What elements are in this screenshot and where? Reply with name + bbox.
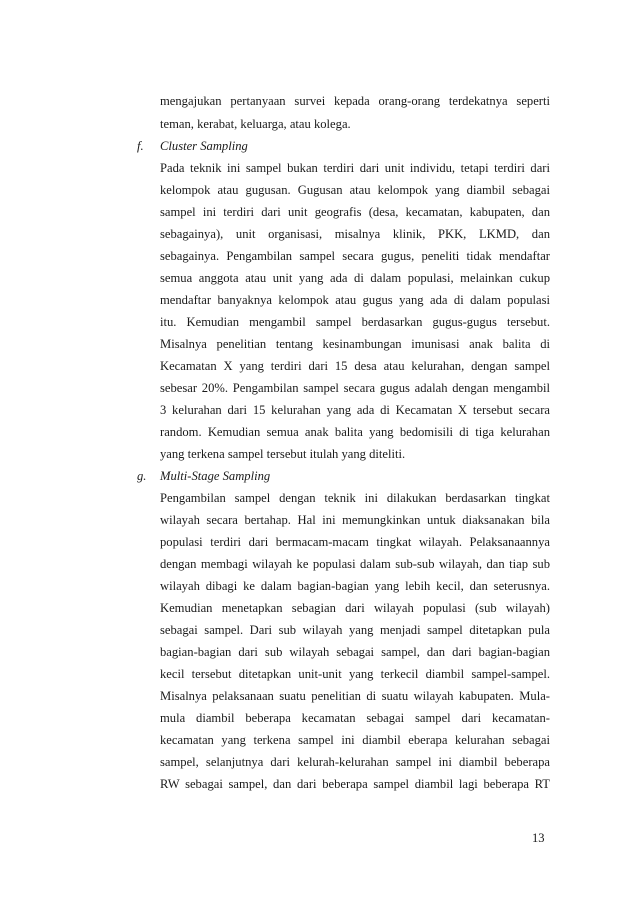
paragraph-line: kecil tersebut ditetapkan unit-unit yang terkecil diambil sampel-sampel. — [160, 667, 550, 681]
paragraph-line: dengan membagi wilayah ke populasi dalam sub-sub wilayah, dan tiap sub — [160, 557, 550, 571]
paragraph-line: Misalnya penelitian tentang kesinambungan imunisasi anak balita di — [160, 337, 550, 351]
paragraph-line: populasi terdiri dari bermacam-macam tingkat wilayah. Pelaksanaannya — [160, 535, 550, 549]
page-number: 13 — [532, 831, 545, 845]
paragraph-line: Kemudian menetapkan sebagian dari wilayah populasi (sub wilayah) — [160, 601, 550, 615]
paragraph-line: yang terkena sampel tersebut itulah yang diteliti. — [160, 447, 406, 461]
intro-line: mengajukan pertanyaan survei kepada orang-orang terdekatnya seperti — [160, 94, 550, 108]
section-marker: g. — [137, 469, 147, 483]
paragraph-line: sebesar 20%. Pengambilan sampel secara gugus adalah dengan mengambil — [160, 381, 550, 395]
paragraph-line: sampel, selanjutnya dari kelurah-kelurahan sampel ini diambil beberapa — [160, 755, 550, 769]
section-heading-cluster-sampling — [137, 138, 248, 154]
section-title: Multi-Stage Sampling — [160, 469, 271, 483]
paragraph-line: itu. Kemudian mengambil sampel berdasarkan gugus-gugus tersebut. — [160, 315, 550, 329]
paragraph-line: wilayah dibagi ke dalam bagian-bagian yang lebih kecil, dan seterusnya. — [160, 579, 550, 593]
paragraph-line: sebagainya), unit organisasi, misalnya klinik, PKK, LKMD, dan — [160, 227, 550, 241]
paragraph-line: RW sebagai sampel, dan dari beberapa sampel diambil lagi beberapa RT — [160, 777, 550, 791]
paragraph-line: sebagai sampel. Dari sub wilayah yang menjadi sampel ditetapkan pula — [160, 623, 550, 637]
paragraph-line: Pengambilan sampel dengan teknik ini dilakukan berdasarkan tingkat — [160, 491, 550, 505]
paragraph-line: mendaftar banyaknya kelompok atau gugus yang ada di dalam populasi — [160, 293, 550, 307]
paragraph-line: bagian-bagian dari sub wilayah sebagai sampel, dan dari bagian-bagian — [160, 645, 550, 659]
paragraph-line: semua anggota atau unit yang ada di dalam populasi, melainkan cukup — [160, 271, 550, 285]
section-marker: f. — [137, 139, 144, 153]
paragraph-line: Kecamatan X yang terdiri dari 15 desa atau kelurahan, dengan sampel — [160, 359, 550, 373]
intro-line: teman, kerabat, keluarga, atau kolega. — [160, 117, 351, 131]
paragraph-line: sampel ini terdiri dari unit geografis (desa, kecamatan, kabupaten, dan — [160, 205, 550, 219]
section-heading-multi-stage-sampling — [137, 468, 270, 484]
paragraph-line: mula diambil beberapa kecamatan sebagai sampel dari kecamatan- — [160, 711, 550, 725]
paragraph-line: Pada teknik ini sampel bukan terdiri dari unit individu, tetapi terdiri dari — [160, 161, 550, 175]
paragraph-line: sebagainya. Pengambilan sampel secara gugus, peneliti tidak mendaftar — [160, 249, 550, 263]
paragraph-line: kecamatan yang terkena sampel ini diambil eberapa kelurahan sebagai — [160, 733, 550, 747]
paragraph-line: Misalnya pelaksanaan suatu penelitian di suatu wilayah kabupaten. Mula- — [160, 689, 550, 703]
section-title: Cluster Sampling — [160, 139, 248, 153]
paragraph-line: random. Kemudian semua anak balita yang bedomisili di tiga kelurahan — [160, 425, 550, 439]
paragraph-line: wilayah secara bertahap. Hal ini memungkinkan untuk diaksanakan bila — [160, 513, 550, 527]
paragraph-line: 3 kelurahan dari 15 kelurahan yang ada di Kecamatan X tersebut secara — [160, 403, 550, 417]
paragraph-line: kelompok atau gugusan. Gugusan atau kelompok yang diambil sebagai — [160, 183, 550, 197]
